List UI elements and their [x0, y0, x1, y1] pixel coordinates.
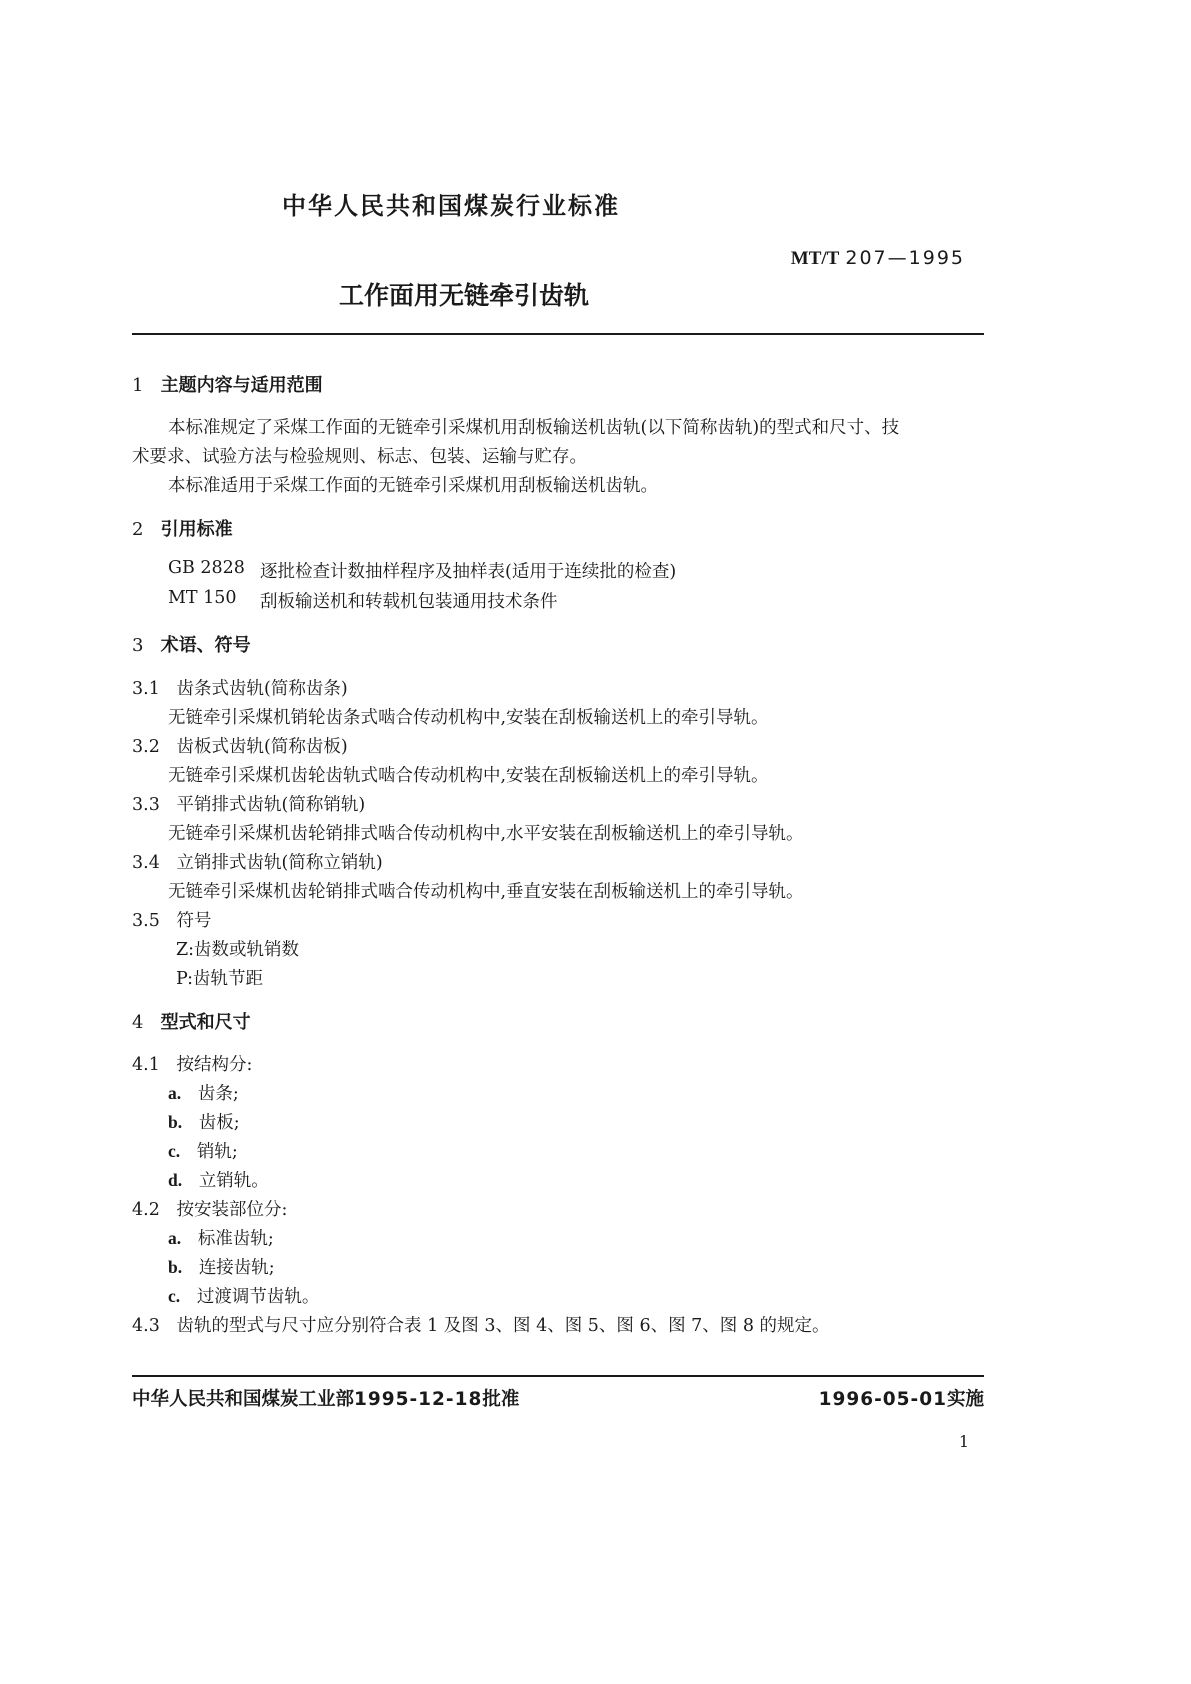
list-item: [168, 1080, 239, 1105]
standard-code: [791, 247, 965, 270]
section-3-heading: [132, 631, 251, 657]
subsection-4-1: [132, 1051, 252, 1076]
term-title: 立销排式齿轨(简称立销轨): [176, 853, 383, 873]
standard-prefix: MT/T: [790, 248, 840, 269]
section-number: 3: [132, 635, 144, 656]
section-4-heading: [132, 1008, 251, 1034]
term-definition: 无链牵引采煤机齿轮销排式啮合传动机构中,垂直安装在刮板输送机上的牵引导轨。: [168, 882, 804, 902]
term-title: 齿板式齿轨(简称齿板): [176, 737, 348, 757]
implementation-word: 实施: [946, 1389, 984, 1410]
list-item: [168, 1109, 240, 1134]
approval-line: [132, 1385, 519, 1411]
list-letter: a.: [168, 1228, 182, 1248]
list-text: 销轨;: [196, 1142, 238, 1162]
subsection-number: 4.2: [132, 1200, 160, 1220]
subsection-number: 3.2: [132, 737, 160, 757]
list-text: 齿板;: [198, 1113, 240, 1133]
list-letter: a.: [168, 1083, 182, 1103]
list-letter: d.: [168, 1170, 183, 1190]
term-definition: 无链牵引采煤机齿轮销排式啮合传动机构中,水平安装在刮板输送机上的牵引导轨。: [168, 824, 804, 844]
subsection-text: 齿轨的型式与尺寸应分别符合表 1 及图 3、图 4、图 5、图 6、图 7、图 8 的规定。: [176, 1316, 830, 1336]
section-number: 1: [132, 375, 144, 396]
issuing-agency: 中华人民共和国煤炭行业标准: [282, 192, 620, 220]
subsection-number: 3.3: [132, 795, 160, 815]
reference-name: 逐批检查计数抽样程序及抽样表(适用于连续批的检查): [260, 562, 677, 582]
list-text: 立销轨。: [198, 1171, 269, 1191]
paragraph-line: 术要求、试验方法与检验规则、标志、包装、运输与贮存。: [132, 447, 587, 467]
term-title: 齿条式齿轨(简称齿条): [176, 679, 348, 699]
list-text: 过渡调节齿轨。: [196, 1287, 320, 1307]
subsection-number: 3.4: [132, 853, 160, 873]
paragraph-line: 本标准规定了采煤工作面的无链牵引采煤机用刮板输送机齿轨(以下简称齿轨)的型式和尺寸、技: [168, 418, 900, 438]
reference-name: 刮板输送机和转载机包装通用技术条件: [260, 592, 558, 612]
footer-rule: [132, 1375, 984, 1377]
symbol-definition: Z:齿数或轨销数: [176, 940, 300, 960]
list-item: [168, 1138, 238, 1163]
approval-word: 批准: [482, 1389, 520, 1410]
subsection-4-3: [132, 1312, 830, 1337]
section-number: 2: [132, 519, 144, 540]
subsection-3-3: [132, 791, 365, 816]
subsection-3-2: [132, 733, 348, 758]
page-number: 1: [958, 1432, 969, 1451]
document-title: 工作面用无链牵引齿轨: [339, 281, 590, 310]
section-title: 引用标准: [160, 519, 233, 540]
section-1-heading: [132, 371, 323, 397]
section-2-heading: [132, 515, 233, 541]
list-text: 标准齿轨;: [197, 1229, 274, 1249]
subsection-title: 按结构分:: [176, 1055, 253, 1075]
list-text: 齿条;: [197, 1084, 239, 1104]
term-title: 平销排式齿轨(简称销轨): [176, 795, 366, 815]
standard-number: 207—1995: [845, 247, 965, 269]
list-letter: c.: [168, 1141, 181, 1161]
subsection-3-1: [132, 675, 348, 700]
reference-code: GB 2828: [168, 558, 245, 578]
subsection-number: 3.1: [132, 679, 160, 699]
list-letter: c.: [168, 1286, 181, 1306]
list-item: [168, 1254, 275, 1279]
approval-date: 1995-12-18: [354, 1389, 483, 1410]
section-title: 型式和尺寸: [160, 1012, 251, 1033]
subsection-4-2: [132, 1196, 287, 1221]
subsection-number: 4.3: [132, 1316, 160, 1336]
term-definition: 无链牵引采煤机齿轮齿轨式啮合传动机构中,安装在刮板输送机上的牵引导轨。: [168, 766, 769, 786]
list-item: [168, 1283, 319, 1308]
section-title: 术语、符号: [160, 635, 251, 656]
subsection-number: 4.1: [132, 1055, 160, 1075]
subsection-number: 3.5: [132, 911, 160, 931]
section-title: 主题内容与适用范围: [160, 375, 323, 396]
list-item: [168, 1167, 269, 1192]
symbol-definition: P:齿轨节距: [176, 969, 264, 989]
section-number: 4: [132, 1012, 144, 1033]
header-rule: [132, 333, 984, 335]
list-item: [168, 1225, 274, 1250]
list-letter: b.: [168, 1257, 183, 1277]
subsection-title: 按安装部位分:: [176, 1200, 288, 1220]
subsection-title: 符号: [176, 911, 212, 931]
implementation-date: 1996-05-01: [818, 1389, 947, 1410]
reference-code: MT 150: [168, 588, 237, 608]
term-definition: 无链牵引采煤机销轮齿条式啮合传动机构中,安装在刮板输送机上的牵引导轨。: [168, 708, 769, 728]
list-text: 连接齿轨;: [198, 1258, 275, 1278]
subsection-3-4: [132, 849, 383, 874]
subsection-3-5: [132, 907, 212, 932]
approval-org: 中华人民共和国煤炭工业部: [132, 1389, 355, 1410]
list-letter: b.: [168, 1112, 183, 1132]
paragraph: 本标准适用于采煤工作面的无链牵引采煤机用刮板输送机齿轨。: [168, 476, 658, 496]
implementation-line: [819, 1385, 984, 1411]
